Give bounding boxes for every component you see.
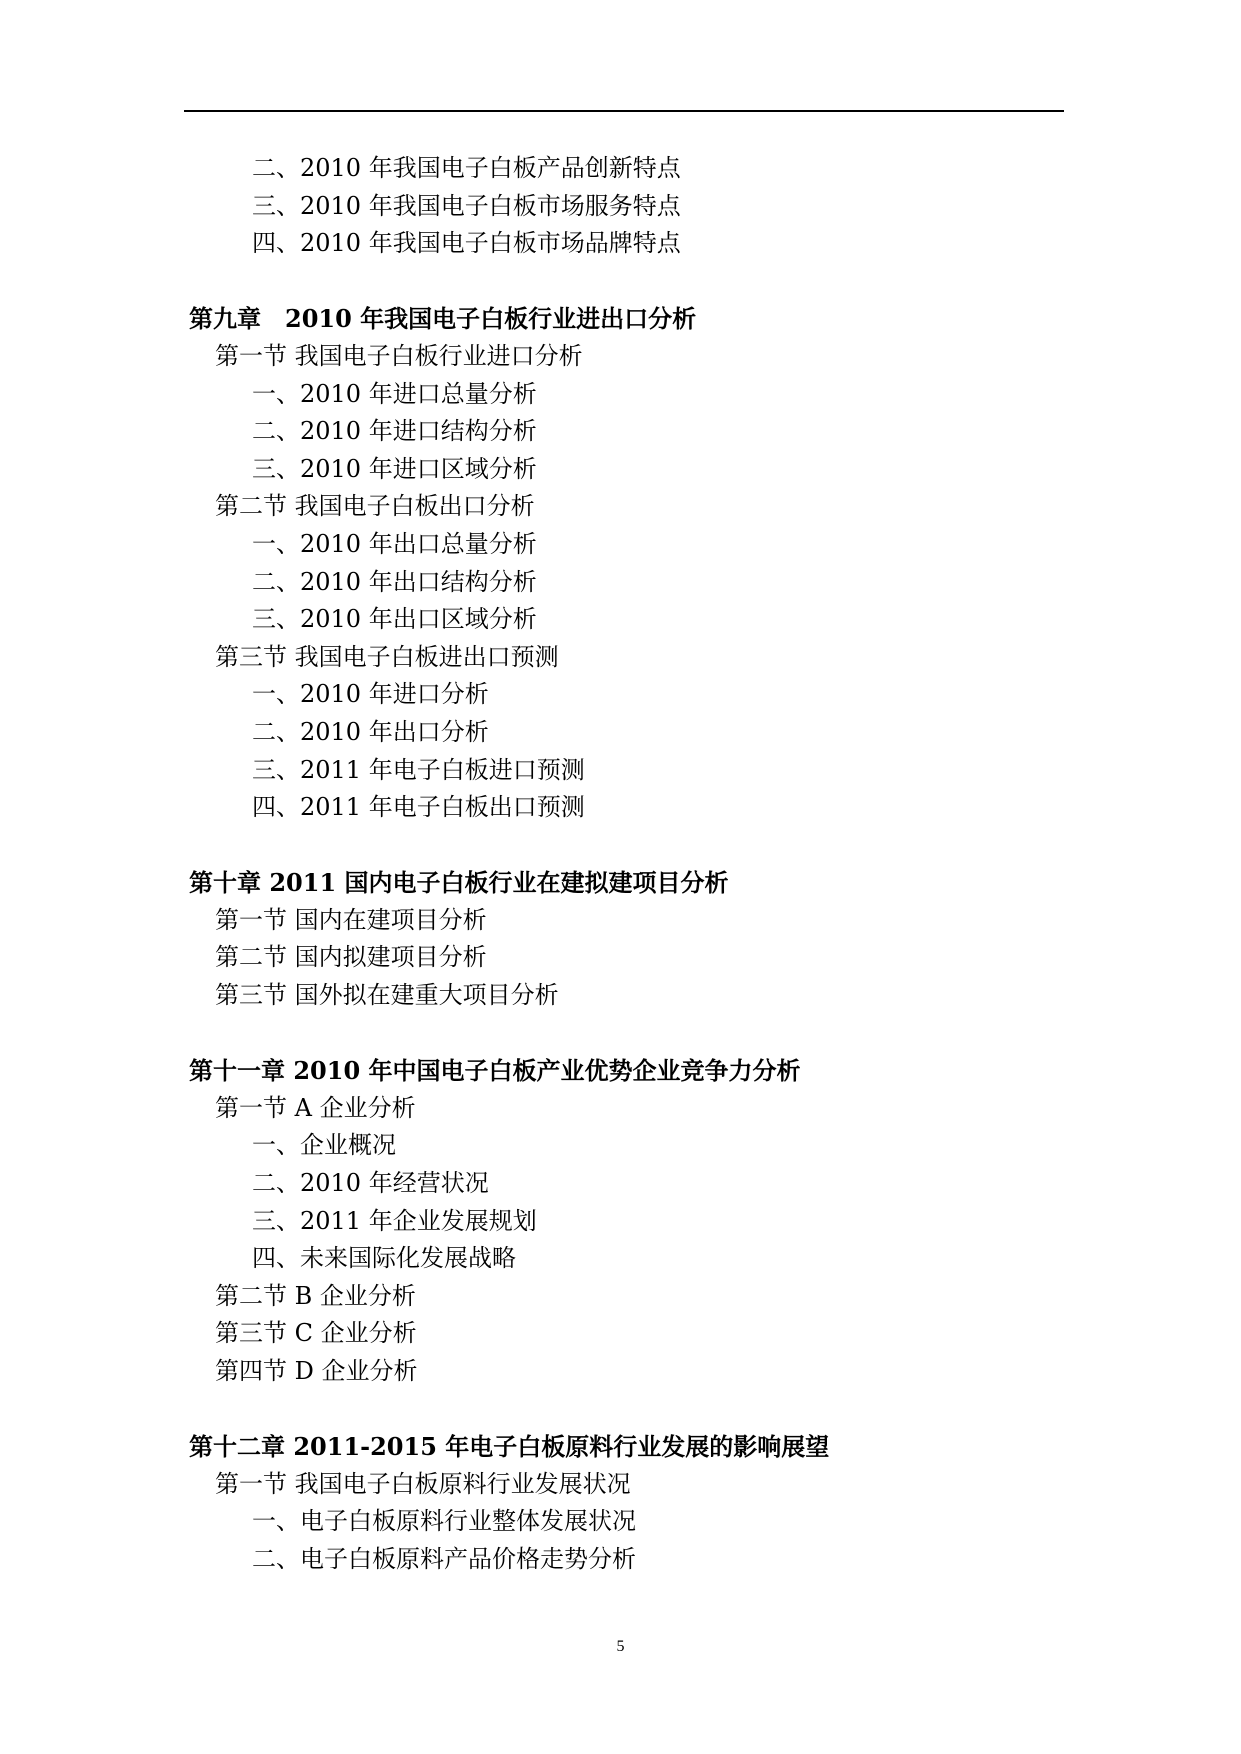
table-of-contents <box>0 150 1241 1579</box>
toc-item-entry: 二、2010 年进口结构分析 <box>252 417 537 446</box>
toc-item-entry: 三、2011 年电子白板进口预测 <box>252 755 585 784</box>
toc-chapter-heading: 第九章 2010 年我国电子白板行业进出口分析 <box>189 304 697 334</box>
toc-chapter-heading: 第十章 2011 国内电子白板行业在建拟建项目分析 <box>189 868 729 898</box>
toc-section-entry: 第一节 A 企业分析 <box>215 1093 416 1122</box>
toc-item-entry: 一、2010 年出口总量分析 <box>252 529 537 558</box>
toc-section-entry: 第三节 C 企业分析 <box>215 1319 417 1348</box>
toc-section-entry: 第一节 我国电子白板行业进口分析 <box>215 341 583 370</box>
toc-item-entry: 二、电子白板原料产品价格走势分析 <box>252 1544 636 1573</box>
toc-chapter-heading: 第十二章 2011-2015 年电子白板原料行业发展的影响展望 <box>189 1432 830 1462</box>
toc-section-entry: 第二节 国内拟建项目分析 <box>215 943 487 972</box>
header-rule <box>184 110 1064 112</box>
toc-item-entry: 四、2011 年电子白板出口预测 <box>252 793 585 822</box>
toc-item-entry: 四、未来国际化发展战略 <box>252 1244 516 1273</box>
toc-item-entry: 一、企业概况 <box>252 1131 396 1160</box>
toc-section-entry: 第三节 我国电子白板进出口预测 <box>215 642 559 671</box>
toc-item-entry: 一、2010 年进口分析 <box>252 680 489 709</box>
toc-item-entry: 三、2011 年企业发展规划 <box>252 1206 537 1235</box>
toc-item-entry: 四、2010 年我国电子白板市场品牌特点 <box>252 229 681 258</box>
toc-spacer <box>0 827 1241 865</box>
toc-item-entry: 二、2010 年我国电子白板产品创新特点 <box>252 154 681 182</box>
toc-spacer <box>0 1391 1241 1429</box>
toc-section-entry: 第二节 我国电子白板出口分析 <box>215 492 535 521</box>
toc-item-entry: 三、2010 年我国电子白板市场服务特点 <box>252 191 681 220</box>
toc-section-entry: 第二节 B 企业分析 <box>215 1281 416 1310</box>
toc-spacer <box>0 1015 1241 1053</box>
toc-spacer <box>0 263 1241 301</box>
toc-item-entry: 一、电子白板原料行业整体发展状况 <box>252 1507 636 1536</box>
toc-item-entry: 三、2010 年进口区域分析 <box>252 454 537 483</box>
toc-item-entry: 二、2010 年出口结构分析 <box>252 567 537 596</box>
toc-item-entry: 一、2010 年进口总量分析 <box>252 379 537 408</box>
toc-section-entry: 第三节 国外拟在建重大项目分析 <box>215 981 559 1010</box>
toc-item-entry: 三、2010 年出口区域分析 <box>252 605 537 634</box>
toc-section-entry: 第一节 我国电子白板原料行业发展状况 <box>215 1469 631 1498</box>
page-number: 5 <box>616 1638 625 1655</box>
toc-item-entry: 二、2010 年出口分析 <box>252 717 489 746</box>
toc-section-entry: 第四节 D 企业分析 <box>215 1357 418 1385</box>
toc-section-entry: 第一节 国内在建项目分析 <box>215 905 487 934</box>
toc-item-entry: 二、2010 年经营状况 <box>252 1169 489 1198</box>
toc-chapter-heading: 第十一章 2010 年中国电子白板产业优势企业竞争力分析 <box>189 1056 801 1086</box>
